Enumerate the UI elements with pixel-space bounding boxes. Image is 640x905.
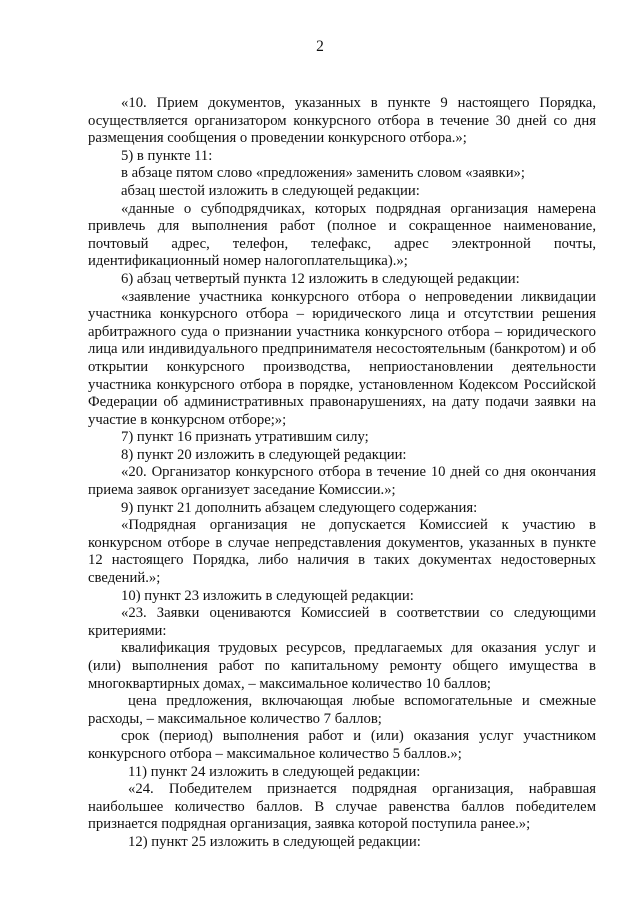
paragraph-item-20: «20. Организатор конкурсного отбора в течение 10 дней со дня окончания приема заявок организует заседание Комиссии.»; (88, 464, 596, 499)
paragraph-criterion-term: срок (период) выполнения работ и (или) оказания услуг участником конкурсного отбора – максимальное количество 5 баллов.»; (88, 728, 596, 762)
paragraph-item-10: «10. Прием документов, указанных в пункте 9 настоящего Порядка, осуществляется организатором конкурсного отбора в течение 30 дней со дня размещения сообщения о проведении конкурсного отбора.»; (88, 95, 596, 147)
paragraph-admission: «Подрядная организация не допускается Комиссией к участию в конкурсном отборе в случае непредставления документов, указанных в пункте 12 настоящего Порядка, либо наличия в таких документах недостоверных сведений.»; (88, 517, 596, 587)
paragraph-abzats-6: абзац шестой изложить в следующей редакции: (121, 182, 420, 199)
document-body (88, 95, 596, 852)
paragraph-abzats-5: в абзаце пятом слово «предложения» заменить словом «заявки»; (121, 165, 525, 182)
paragraph-amendment-8: 8) пункт 20 изложить в следующей редакции: (121, 446, 407, 463)
paragraph-criterion-qualification: квалификация трудовых ресурсов, предлагаемых для оказания услуг и (или) выполнения работ по капитальному ремонту общего имущества в многоквартирных домах, – максимальное количество 10 баллов; (88, 640, 596, 692)
paragraph-subcontractors: «данные о субподрядчиках, которых подрядная организация намерена привлечь для выполнения работ (полное и сокращенное наименование, почтовый адрес, телефон, телефакс, адрес электронной почты, идентификационный номер налогоплательщика).»; (88, 200, 596, 270)
paragraph-item-23: «23. Заявки оцениваются Комиссией в соответствии со следующими критериями: (88, 605, 596, 639)
paragraph-amendment-6: 6) абзац четвертый пункта 12 изложить в следующей редакции: (121, 270, 520, 287)
paragraph-amendment-5: 5) в пункте 11: (121, 147, 213, 164)
paragraph-amendment-9: 9) пункт 21 дополнить абзацем следующего содержания: (121, 499, 478, 516)
paragraph-amendment-12: 12) пункт 25 изложить в следующей редакции: (128, 833, 421, 850)
paragraph-amendment-10: 10) пункт 23 изложить в следующей редакции: (121, 587, 414, 604)
paragraph-amendment-11: 11) пункт 24 изложить в следующей редакции: (128, 763, 421, 780)
paragraph-item-24: «24. Победителем признается подрядная организация, набравшая наибольшее количество баллов. В случае равенства баллов победителем признается подрядная организация, заявка которой поступила ранее.»; (88, 781, 596, 833)
paragraph-statement: «заявление участника конкурсного отбора о непроведении ликвидации участника конкурсного отбора – юридического лица и отсутствии решения арбитражного суда о признании участника конкурсного отбора – юридического лица или индивидуального предпринимателя несостоятельным (банкротом) и об открытии конкурсного производства, неприостановлении деятельности участника конкурсного отбора в порядке, установленном Кодексом Российской Федерации об административных правонарушениях, на дату подачи заявки на участие в конкурсном отборе;»; (88, 288, 596, 428)
page-number: 2 (316, 38, 324, 55)
paragraph-amendment-7: 7) пункт 16 признать утратившим силу; (121, 429, 369, 446)
paragraph-criterion-price: цена предложения, включающая любые вспомогательные и смежные расходы, – максимальное количество 7 баллов; (88, 693, 596, 727)
